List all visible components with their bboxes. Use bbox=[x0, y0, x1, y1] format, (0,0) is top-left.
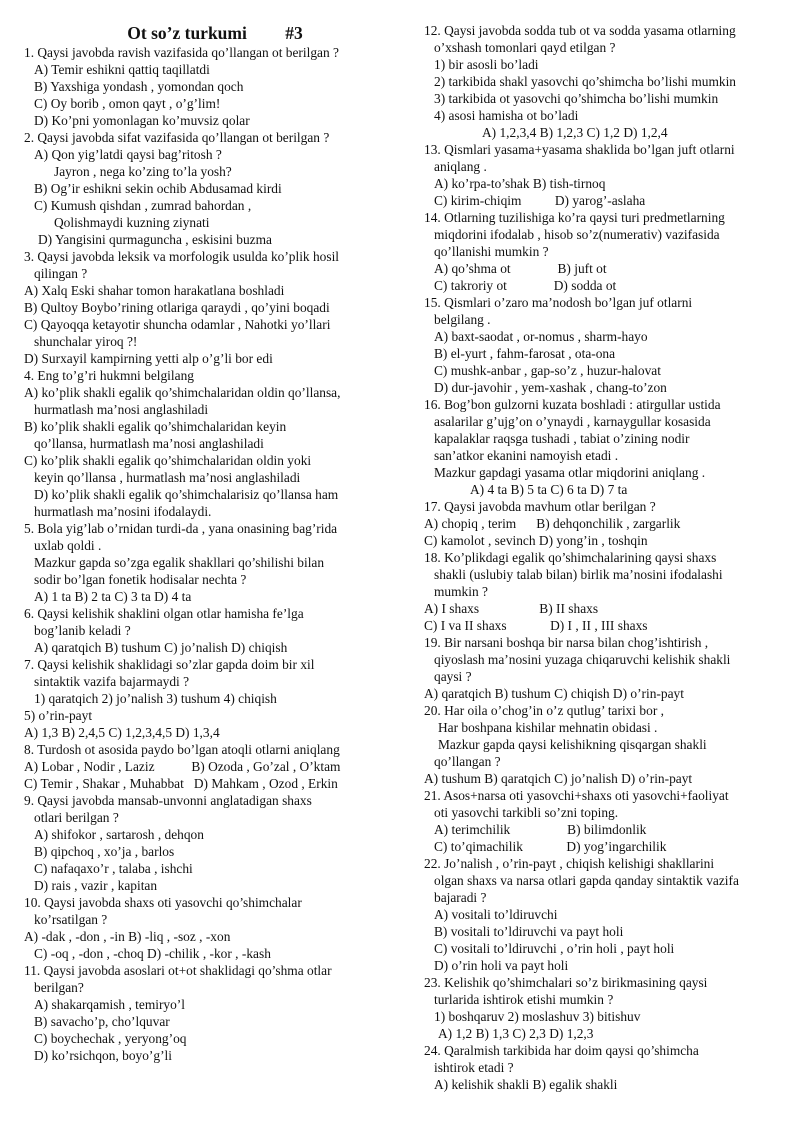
page-title bbox=[24, 22, 386, 44]
text-line: 11. Qaysi javobda asoslari ot+ot shaklidagi qo’shma otlar bbox=[24, 963, 332, 978]
text-line: 3) tarkibida ot yasovchi qo’shimcha bo’lishi mumkin bbox=[434, 91, 719, 106]
text-line: D) dur-javohir , yem-xashak , chang-to’zon bbox=[434, 380, 667, 395]
text-line: A) shakarqamish , temiryo’l bbox=[34, 997, 185, 1012]
text-line: A) 4 ta B) 5 ta C) 6 ta D) 7 ta bbox=[470, 482, 628, 497]
text-line: 9. Qaysi javobda mansab-unvonni anglatadigan shaxs bbox=[24, 793, 312, 808]
text-line: A) 1,2 B) 1,3 C) 2,3 D) 1,2,3 bbox=[438, 1026, 594, 1041]
text-line: C) nafaqaxo’r , talaba , ishchi bbox=[34, 861, 193, 876]
text-line: shunchalar yiroq ?! bbox=[34, 334, 138, 349]
text-line: B) el-yurt , fahm-farosat , ota-ona bbox=[434, 346, 616, 361]
text-line: 10. Qaysi javobda shaxs oti yasovchi qo’shimchalar bbox=[24, 895, 302, 910]
text-line: oti yasovchi tarkibli so’zni toping. bbox=[434, 805, 619, 820]
text-line: belgilang . bbox=[434, 312, 491, 327]
text-line: A) qaratqich B) tushum C) chiqish D) o’rin-payt bbox=[424, 686, 684, 701]
text-line: 8. Turdosh ot asosida paydo bo’lgan atoqli otlarni aniqlang bbox=[24, 742, 340, 757]
text-line: A) -dak , -don , -in B) -liq , -soz , -xon bbox=[24, 929, 231, 944]
text-line: 15. Qismlari o’zaro ma’nodosh bo’lgan juf otlarni bbox=[424, 295, 693, 310]
text-line: otlari berilgan ? bbox=[34, 810, 119, 825]
text-line: A) vositali to’ldiruvchi bbox=[434, 907, 558, 922]
text-line: 1. Qaysi javobda ravish vazifasida qo’llangan ot berilgan ? bbox=[24, 45, 339, 60]
text-line: 3. Qaysi javobda leksik va morfologik usulda ko’plik hosil bbox=[24, 249, 340, 264]
text-line: 19. Bir narsani boshqa bir narsa bilan chog’ishtirish , bbox=[424, 635, 709, 650]
text-line: Har boshpana kishilar mehnatin obidasi . bbox=[438, 720, 658, 735]
text-line: 4. Eng to’g’ri hukmni belgilang bbox=[24, 368, 194, 383]
text-line: A) shifokor , sartarosh , dehqon bbox=[34, 827, 204, 842]
text-line: A) baxt-saodat , or-nomus , sharm-hayo bbox=[434, 329, 648, 344]
text-line: qo’llanishi mumkin ? bbox=[434, 244, 549, 259]
text-line: C) ko’plik shakli egalik qo’shimchalaridan oldin yoki bbox=[24, 453, 312, 468]
text-line: aniqlang . bbox=[434, 159, 487, 174]
text-line: keyin qo’llansa , hurmatlash ma’nosi anglashiladi bbox=[34, 470, 301, 485]
text-line: qiyoslash ma’nosini yuzaga chiqaruvchi kelishik shakli bbox=[434, 652, 731, 667]
text-line: 18. Ko’plikdagi egalik qo’shimchalarining qaysi shaxs bbox=[424, 550, 717, 565]
text-line: A) 1,2,3,4 B) 1,2,3 C) 1,2 D) 1,2,4 bbox=[482, 125, 668, 140]
text-line: C) I va II shaxs D) I , II , III shaxs bbox=[424, 618, 648, 633]
text-line: D) Ko’pni yomonlagan ko’muvsiz qolar bbox=[34, 113, 250, 128]
text-line: 1) boshqaruv 2) moslashuv 3) bitishuv bbox=[434, 1009, 641, 1024]
text-line: A) Xalq Eski shahar tomon harakatlana boshladi bbox=[24, 283, 285, 298]
text-line: san’atkor ekanini namoyish etadi . bbox=[434, 448, 619, 463]
text-line: A) 1,3 B) 2,4,5 C) 1,2,3,4,5 D) 1,3,4 bbox=[24, 725, 220, 740]
text-line: 22. Jo’nalish , o’rin-payt , chiqish kelishigi shakllarini bbox=[424, 856, 715, 871]
text-line: A) Temir eshikni qattiq taqillatdi bbox=[34, 62, 210, 77]
text-line: C) to’qimachilik D) yog’ingarchilik bbox=[434, 839, 667, 854]
text-line: hurmatlash ma’nosini ifodalaydi. bbox=[34, 504, 212, 519]
text-line: B) ko’plik shakli egalik qo’shimchalaridan keyin bbox=[24, 419, 287, 434]
text-line: A) I shaxs B) II shaxs bbox=[424, 601, 599, 616]
text-line: turlarida ishtirok etishi mumkin ? bbox=[434, 992, 614, 1007]
text-line: A) ko’rpa-to’shak B) tish-tirnoq bbox=[434, 176, 606, 191]
text-line: 2) tarkibida shakl yasovchi qo’shimcha bo’lishi mumkin bbox=[434, 74, 736, 89]
text-line: Mazkur gapda qaysi kelishikning qisqargan shakli bbox=[438, 737, 707, 752]
text-line: 5. Bola yig’lab o’rnidan turdi-da , yana onasining bag’rida bbox=[24, 521, 338, 536]
text-line: bajaradi ? bbox=[434, 890, 487, 905]
right-column bbox=[424, 22, 780, 1093]
text-line: 14. Otlarning tuzilishiga ko’ra qaysi turi predmetlarning bbox=[424, 210, 725, 225]
text-line: C) kirim-chiqim D) yarog’-aslaha bbox=[434, 193, 646, 208]
text-line: 24. Qaralmish tarkibida har doim qaysi qo’shimcha bbox=[424, 1043, 699, 1058]
text-line: o’xshash tomonlari qayd etilgan ? bbox=[434, 40, 616, 55]
text-line: D) Surxayil kampirning yetti alp o’g’li bor edi bbox=[24, 351, 273, 366]
text-line: 1) bir asosli bo’ladi bbox=[434, 57, 539, 72]
text-line: A) kelishik shakli B) egalik shakli bbox=[434, 1077, 618, 1092]
text-line: C) vositali to’ldiruvchi , o’rin holi , payt holi bbox=[434, 941, 675, 956]
text-line: shakli (uslubiy talab bilan) birlik ma’nosini ifodalashi bbox=[434, 567, 723, 582]
text-line: Jayron , nega ko’zing to’la yosh? bbox=[54, 164, 232, 179]
text-line: sodir bo’lgan fonetik hodisalar nechta ? bbox=[34, 572, 247, 587]
text-line: B) vositali to’ldiruvchi va payt holi bbox=[434, 924, 624, 939]
text-line: C) takroriy ot D) sodda ot bbox=[434, 278, 617, 293]
text-line: C) Oy borib , omon qayt , o’g’lim! bbox=[34, 96, 221, 111]
text-line: sintaktik vazifa bajarmaydi ? bbox=[34, 674, 190, 689]
text-line: ishtirok etadi ? bbox=[434, 1060, 514, 1075]
text-line: C) kamolot , sevinch D) yong’in , toshqin bbox=[424, 533, 648, 548]
text-line: D) o’rin holi va payt holi bbox=[434, 958, 569, 973]
text-line: D) rais , vazir , kapitan bbox=[34, 878, 158, 893]
text-line: 4) asosi hamisha ot bo’ladi bbox=[434, 108, 579, 123]
text-line: C) boychechak , yeryong’oq bbox=[34, 1031, 187, 1046]
text-line: 1) qaratqich 2) jo’nalish 3) tushum 4) chiqish bbox=[34, 691, 277, 706]
text-line: uxlab qoldi . bbox=[34, 538, 102, 553]
text-line: bog’lanib keladi ? bbox=[34, 623, 131, 638]
title-text: Ot so’z turkumi bbox=[127, 23, 247, 43]
text-line: A) Qon yig’latdi qaysi bag’ritosh ? bbox=[34, 147, 222, 162]
text-line: 5) o’rin-payt bbox=[24, 708, 93, 723]
text-line: C) -oq , -don , -choq D) -chilik , -kor , -kash bbox=[34, 946, 271, 961]
text-line: A) ko’plik shakli egalik qo’shimchalaridan oldin qo’llansa, bbox=[24, 385, 341, 400]
text-line: 16. Bog’bon gulzorni kuzata boshladi : atirgullar ustida bbox=[424, 397, 721, 412]
text-line: D) Yangisini qurmaguncha , eskisini buzma bbox=[38, 232, 272, 247]
text-line: 20. Har oila o’chog’in o’z qutlug’ tarixi bor , bbox=[424, 703, 664, 718]
text-line: qo’llansa, hurmatlash ma’nosi anglashiladi bbox=[34, 436, 264, 451]
title-number: #3 bbox=[285, 23, 303, 43]
text-line: B) savacho’p, cho’lquvar bbox=[34, 1014, 170, 1029]
text-line: B) qipchoq , xo’ja , barlos bbox=[34, 844, 175, 859]
text-line: B) Yaxshiga yondash , yomondan qoch bbox=[34, 79, 244, 94]
text-line: qaysi ? bbox=[434, 669, 472, 684]
text-line: asalarilar g’ujg’on o’ynaydi , karnaygullar kosasida bbox=[434, 414, 711, 429]
text-line: 13. Qismlari yasama+yasama shaklida bo’lgan juft otlarni bbox=[424, 142, 735, 157]
text-line: miqdorini ifodalab , hisob so’z(numerativ) vazifasida bbox=[434, 227, 720, 242]
text-line: 7. Qaysi kelishik shaklidagi so’zlar gapda doim bir xil bbox=[24, 657, 315, 672]
text-line: Mazkur gapda so’zga egalik shakllari qo’shilishi bilan bbox=[34, 555, 325, 570]
text-line: A) 1 ta B) 2 ta C) 3 ta D) 4 ta bbox=[34, 589, 192, 604]
left-column bbox=[24, 22, 386, 1064]
text-line: hurmatlash ma’nosi anglashiladi bbox=[34, 402, 209, 417]
text-line: 17. Qaysi javobda mavhum otlar berilgan ? bbox=[424, 499, 656, 514]
text-line: 21. Asos+narsa oti yasovchi+shaxs oti yasovchi+faoliyat bbox=[424, 788, 729, 803]
text-line: berilgan? bbox=[34, 980, 84, 995]
text-line: A) chopiq , terim B) dehqonchilik , zargarlik bbox=[424, 516, 681, 531]
text-line: 6. Qaysi kelishik shaklini olgan otlar hamisha fe’lga bbox=[24, 606, 304, 621]
text-line: D) ko’plik shakli egalik qo’shimchalarisiz qo’llansa ham bbox=[34, 487, 339, 502]
text-line: A) qaratqich B) tushum C) jo’nalish D) chiqish bbox=[34, 640, 288, 655]
text-line: A) terimchilik B) bilimdonlik bbox=[434, 822, 647, 837]
left-question-list bbox=[24, 44, 386, 1064]
text-line: mumkin ? bbox=[434, 584, 488, 599]
text-line: Qolishmaydi kuzning ziynati bbox=[54, 215, 210, 230]
text-line: A) qo’shma ot B) juft ot bbox=[434, 261, 607, 276]
text-line: B) Qultoy Boybo’rining otlariga qaraydi , qo’yini boqadi bbox=[24, 300, 330, 315]
text-line: B) Og’ir eshikni sekin ochib Abdusamad kirdi bbox=[34, 181, 282, 196]
text-line: 2. Qaysi javobda sifat vazifasida qo’llangan ot berilgan ? bbox=[24, 130, 330, 145]
text-line: Mazkur gapdagi yasama otlar miqdorini aniqlang . bbox=[434, 465, 706, 480]
text-line: kapalaklar raqsga tushadi , tabiat o’zining nodir bbox=[434, 431, 690, 446]
text-line: C) Temir , Shakar , Muhabbat D) Mahkam , Ozod , Erkin bbox=[24, 776, 338, 791]
text-line: A) tushum B) qaratqich C) jo’nalish D) o’rin-payt bbox=[424, 771, 693, 786]
text-line: 12. Qaysi javobda sodda tub ot va sodda yasama otlarning bbox=[424, 23, 736, 38]
text-line: qilingan ? bbox=[34, 266, 88, 281]
text-line: C) Qayoqqa ketayotir shuncha odamlar , Nahotki yo’llari bbox=[24, 317, 331, 332]
text-line: ko’rsatilgan ? bbox=[34, 912, 108, 927]
right-question-list bbox=[424, 22, 780, 1093]
text-line: A) Lobar , Nodir , Laziz B) Ozoda , Go’zal , O’ktam bbox=[24, 759, 341, 774]
text-line: 23. Kelishik qo’shimchalari so’z birikmasining qaysi bbox=[424, 975, 708, 990]
text-line: D) ko’rsichqon, boyo’g’li bbox=[34, 1048, 172, 1063]
text-line: C) mushk-anbar , gap-so’z , huzur-halovat bbox=[434, 363, 661, 378]
text-line: olgan shaxs va narsa otlari gapda qanday sintaktik vazifa bbox=[434, 873, 739, 888]
text-line: qo’llangan ? bbox=[434, 754, 501, 769]
text-line: C) Kumush qishdan , zumrad bahordan , bbox=[34, 198, 252, 213]
